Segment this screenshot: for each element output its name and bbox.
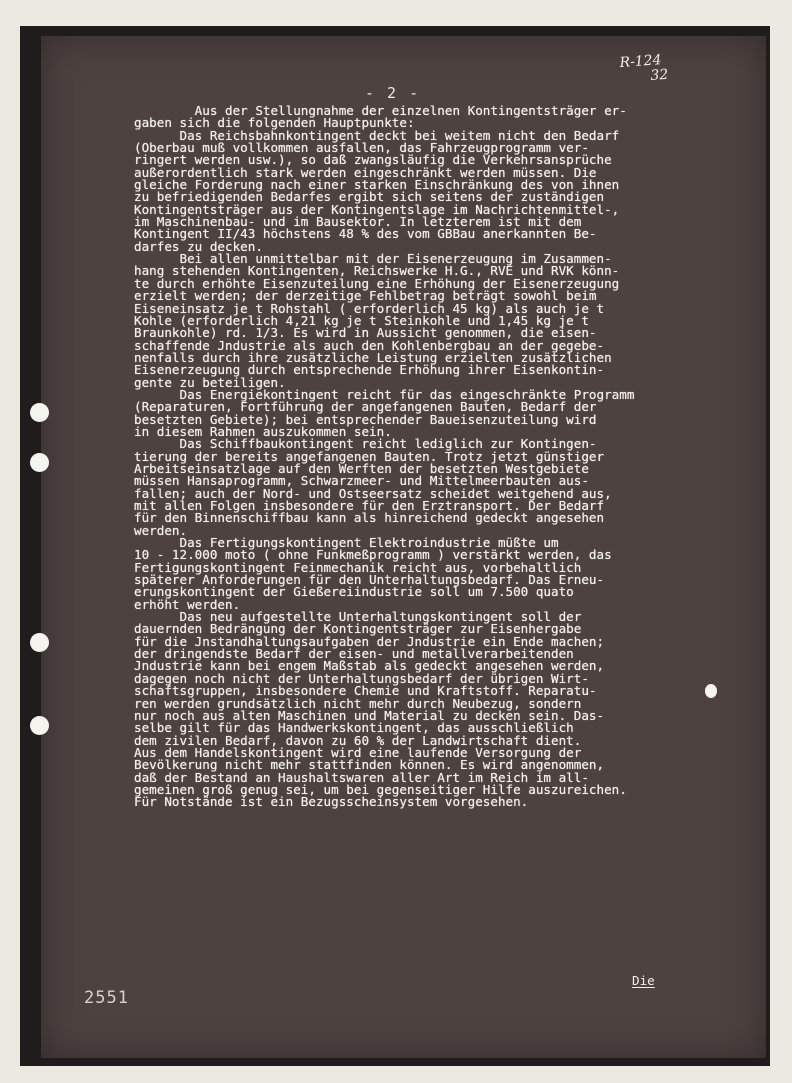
- text-line: Fertigungskontingent Feinmechanik reicht aus, vorbehaltlich: [134, 559, 582, 575]
- text-line: Jndustrie kann bei engem Maßstab als gedeckt angesehen werden,: [134, 658, 605, 674]
- text-line: hang stehenden Kontingenten, Reichswerke H.G., RVE und RVK könn-: [134, 263, 620, 279]
- text-line: mit allen Folgen insbesondere für den Erztransport. Der Bedarf: [134, 498, 605, 513]
- text-line: schaftsgruppen, insbesondere Chemie und Kraftstoff. Reparatu-: [134, 683, 597, 699]
- text-line: Kontingent II/43 höchstens 48 % des vom GBBau anerkannten Be-: [134, 226, 597, 242]
- text-line: späterer Anforderungen für den Unterhaltungsbedarf. Das Erneu-: [134, 572, 605, 588]
- text-line: Das neu aufgestellte Unterhaltungskontingent soll der: [134, 609, 582, 625]
- text-line: Aus der Stellungnahme der einzelnen Kontingentsträger er-: [134, 103, 627, 118]
- text-line: Aus dem Handelskontingent wird eine laufende Versorgung der: [134, 744, 582, 760]
- text-line: darfes zu decken.: [134, 238, 263, 254]
- archive-mark-line1: R-124: [618, 52, 662, 72]
- punch-hole: [30, 716, 49, 735]
- paragraph: [134, 127, 724, 254]
- handwritten-archive-mark: [619, 52, 681, 85]
- text-line: schaffende Jndustrie als auch den Kohlenbergbau an der gegebe-: [134, 337, 605, 353]
- text-line: Für Notstände ist ein Bezugsscheinsystem vorgesehen.: [134, 794, 529, 810]
- text-line: Das Schiffbaukontingent reicht lediglich zur Kontingen-: [134, 436, 597, 452]
- text-line: fallen; auch der Nord- und Ostseersatz scheidet weitgehend aus,: [134, 485, 612, 501]
- punch-hole: [30, 403, 49, 422]
- text-line: daß der Bestand an Haushaltswaren aller Art im Reich im all-: [134, 769, 589, 785]
- text-line: für den Binnenschiffbau kann als hinreichend gedeckt angesehen: [134, 510, 605, 526]
- text-line: zu befriedigenden Bedarfes ergibt sich seitens der zuständigen: [134, 189, 605, 205]
- page-number: - 2 -: [365, 84, 421, 102]
- text-line: erzielt werden; der derzeitige Fehlbetrag beträgt sowohl beim: [134, 288, 597, 304]
- text-line: besetzten Gebiete); bei entsprechender Baueisenzuteilung wird: [134, 411, 597, 427]
- archive-mark-line2: 32: [649, 66, 669, 84]
- text-line: im Maschinenbau- und im Bausektor. In letzterem ist mit dem: [134, 214, 582, 230]
- text-line: Bei allen unmittelbar mit der Eisenerzeugung im Zusammen-: [134, 251, 612, 267]
- text-line: werden.: [134, 522, 188, 538]
- document-archive-number: 2551: [84, 988, 129, 1008]
- text-line: nenfalls durch ihre zusätzliche Leistung erzielten zusätzlichen: [134, 349, 612, 365]
- paragraph: [134, 386, 724, 439]
- paragraph: [134, 105, 724, 130]
- punch-hole: [30, 633, 49, 652]
- text-line: in diesem Rahmen auszukommen sein.: [134, 423, 392, 439]
- text-line: der dringendste Bedarf der eisen- und metallverarbeitenden: [134, 646, 574, 662]
- punch-hole: [30, 453, 49, 472]
- text-line: außerordentlich stark werden eingeschränkt werden müssen. Die: [134, 164, 597, 180]
- text-line: müssen Hansaprogramm, Schwarzmeer- und Mittelmeerbauten aus-: [134, 473, 589, 489]
- paragraph: [134, 438, 724, 537]
- text-line: dauernden Bedrängung der Kontingentsträger zur Eisenhergabe: [134, 621, 582, 637]
- text-line: Kontingentsträger aus der Kontingentslage im Nachrichtenmittel-,: [134, 201, 620, 217]
- paragraph: [134, 253, 724, 389]
- text-line: Das Energiekontingent reicht für das eingeschränkte Programm: [134, 386, 635, 402]
- text-line: te durch erhöhte Eisenzuteilung eine Erhöhung der Eisenerzeugung: [134, 275, 620, 291]
- paragraph: [134, 537, 724, 611]
- text-line: 10 - 12.000 moto ( ohne Funkmeßprogramm ) verstärkt werden, das: [134, 547, 612, 563]
- text-line: gemeinen groß genug sei, um bei gegenseitiger Hilfe auszureichen.: [134, 781, 627, 797]
- text-line: ren werden grundsätzlich nicht mehr durch Neubezug, sondern: [134, 695, 582, 711]
- body-text: [134, 105, 724, 809]
- text-line: tierung der bereits angefangenen Bauten. Trotz jetzt günstiger: [134, 448, 605, 464]
- text-line: Kohle (erforderlich 4,21 kg je t Steinkohle und 1,45 kg je t: [134, 312, 589, 328]
- text-line: gaben sich die folgenden Hauptpunkte:: [134, 115, 415, 131]
- text-line: Das Fertigungskontingent Elektroindustrie müßte um: [134, 535, 559, 551]
- text-line: dagegen noch nicht der Unterhaltungsbedarf der übrigen Wirt-: [134, 670, 589, 686]
- paragraph: [134, 611, 724, 809]
- text-line: Eiseneinsatz je t Rohstahl ( erforderlich 45 kg) als auch je t: [134, 300, 605, 316]
- text-line: Braunkohle) rd. 1/3. Es wird in Aussicht genommen, die eisen-: [134, 325, 597, 341]
- text-line: Bevölkerung nicht mehr stattfinden können. Es wird angenommen,: [134, 757, 605, 773]
- text-line: Arbeitseinsatzlage auf den Werften der besetzten Westgebiete: [134, 460, 589, 476]
- text-line: (Reparaturen, Fortführung der angefangenen Bauten, Bedarf der: [134, 399, 597, 415]
- text-line: gente zu beteiligen.: [134, 374, 286, 390]
- text-line: für die Jnstandhaltungsaufgaben der Jndustrie ein Ende machen;: [134, 633, 605, 649]
- text-line: ringert werden usw.), so daß zwangsläufig die Verkehrsansprüche: [134, 152, 612, 168]
- text-line: nur noch aus alten Maschinen und Material zu decken sein. Das-: [134, 707, 605, 723]
- text-line: Das Reichsbahnkontingent deckt bei weitem nicht den Bedarf: [134, 127, 620, 143]
- text-line: selbe gilt für das Handwerkskontingent, das ausschließlich: [134, 720, 574, 736]
- text-line: erhöht werden.: [134, 596, 241, 612]
- text-line: (Oberbau muß vollkommen ausfallen, das Fahrzeugprogramm ver-: [134, 140, 589, 156]
- text-line: erungskontingent der Gießereiindustrie soll um 7.500 quato: [134, 584, 574, 600]
- continuation-word: Die: [632, 973, 655, 988]
- text-line: dem zivilen Bedarf, davon zu 60 % der Landwirtschaft dient.: [134, 732, 582, 748]
- text-line: gleiche Forderung nach einer starken Einschränkung des von ihnen: [134, 177, 620, 193]
- text-line: Eisenerzeugung durch entsprechende Erhöhung ihrer Eisenkontin-: [134, 362, 605, 378]
